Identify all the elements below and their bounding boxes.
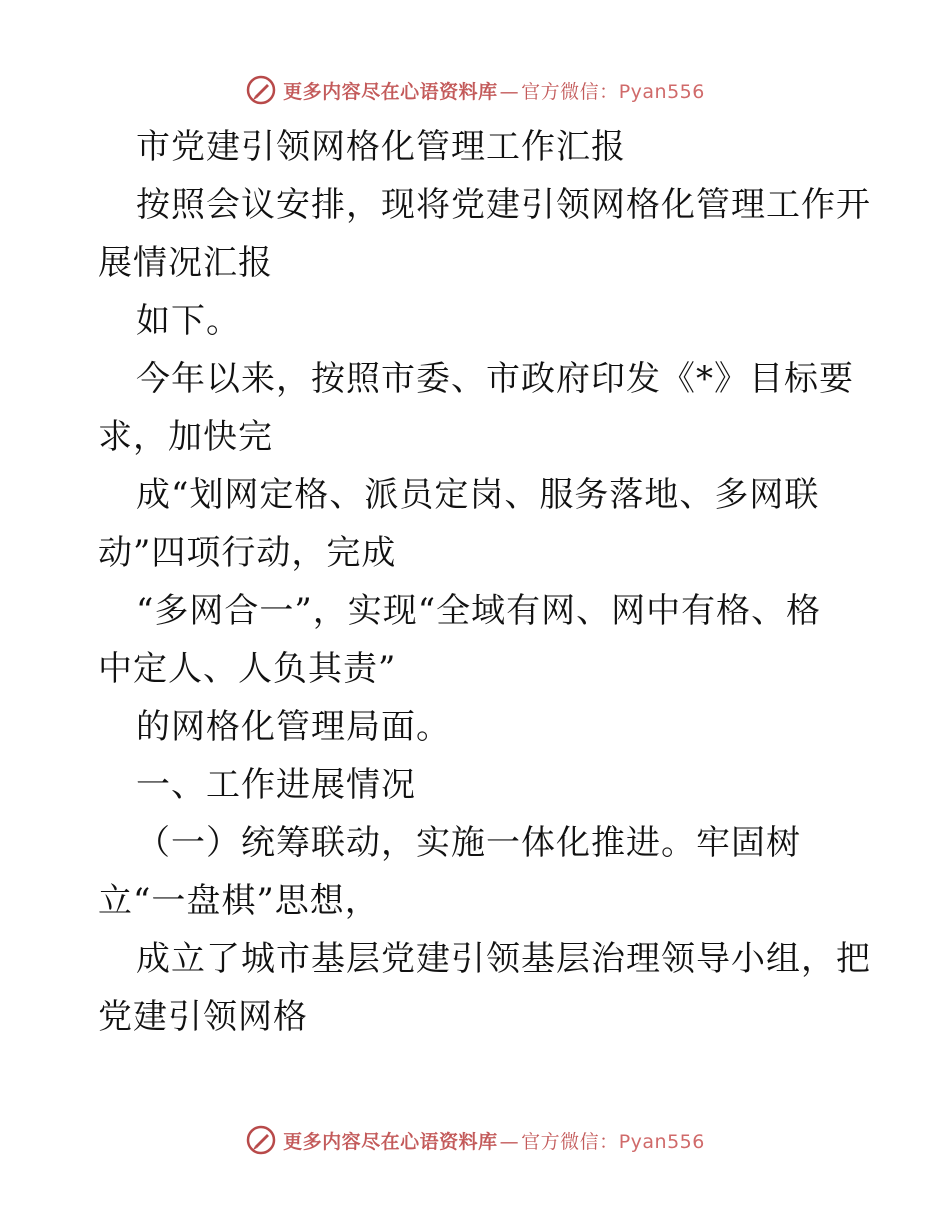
doc-line: 一、工作进展情况: [136, 765, 416, 805]
watermark-dash: —: [499, 80, 520, 103]
header-watermark: [0, 70, 950, 110]
watermark-dash: —: [499, 1130, 520, 1153]
doc-line: “多网合一”，实现“全域有网、网中有格、格: [136, 591, 822, 631]
doc-line: 按照会议安排，现将党建引领网格化管理工作开: [136, 185, 871, 225]
watermark-main: 更多内容尽在心语资料库: [283, 1130, 498, 1153]
doc-line: 中定人、人负其责”: [98, 649, 397, 689]
doc-line: 展情况汇报: [98, 243, 273, 283]
watermark-text: [283, 1127, 705, 1154]
doc-line: 今年以来，按照市委、市政府印发《*》目标要: [136, 359, 854, 399]
watermark-sub: 官方微信：: [521, 1130, 619, 1153]
doc-line: （一）统筹联动，实施一体化推进。牢固树: [136, 823, 801, 863]
doc-line: 动”四项行动，完成: [98, 533, 397, 573]
watermark-main: 更多内容尽在心语资料库: [283, 80, 498, 103]
doc-line: 市党建引领网格化管理工作汇报: [136, 127, 626, 167]
doc-line: 的网格化管理局面。: [136, 707, 451, 747]
doc-line: 成“划网定格、派员定岗、服务落地、多网联: [136, 475, 820, 515]
doc-line: 党建引领网格: [98, 997, 308, 1037]
watermark-id: Pyan556: [618, 1130, 705, 1153]
document-body: [98, 118, 871, 1046]
doc-line: 求，加快完: [98, 417, 273, 457]
doc-line: 成立了城市基层党建引领基层治理领导小组，把: [136, 939, 871, 979]
watermark-id: Pyan556: [618, 80, 705, 103]
pen-logo-icon: [245, 74, 277, 106]
footer-watermark: [0, 1120, 950, 1160]
doc-line: 立“一盘棋”思想，: [98, 881, 380, 921]
doc-line: 如下。: [136, 301, 241, 341]
pen-logo-icon: [245, 1124, 277, 1156]
watermark-text: [283, 77, 705, 104]
watermark-sub: 官方微信：: [521, 80, 619, 103]
